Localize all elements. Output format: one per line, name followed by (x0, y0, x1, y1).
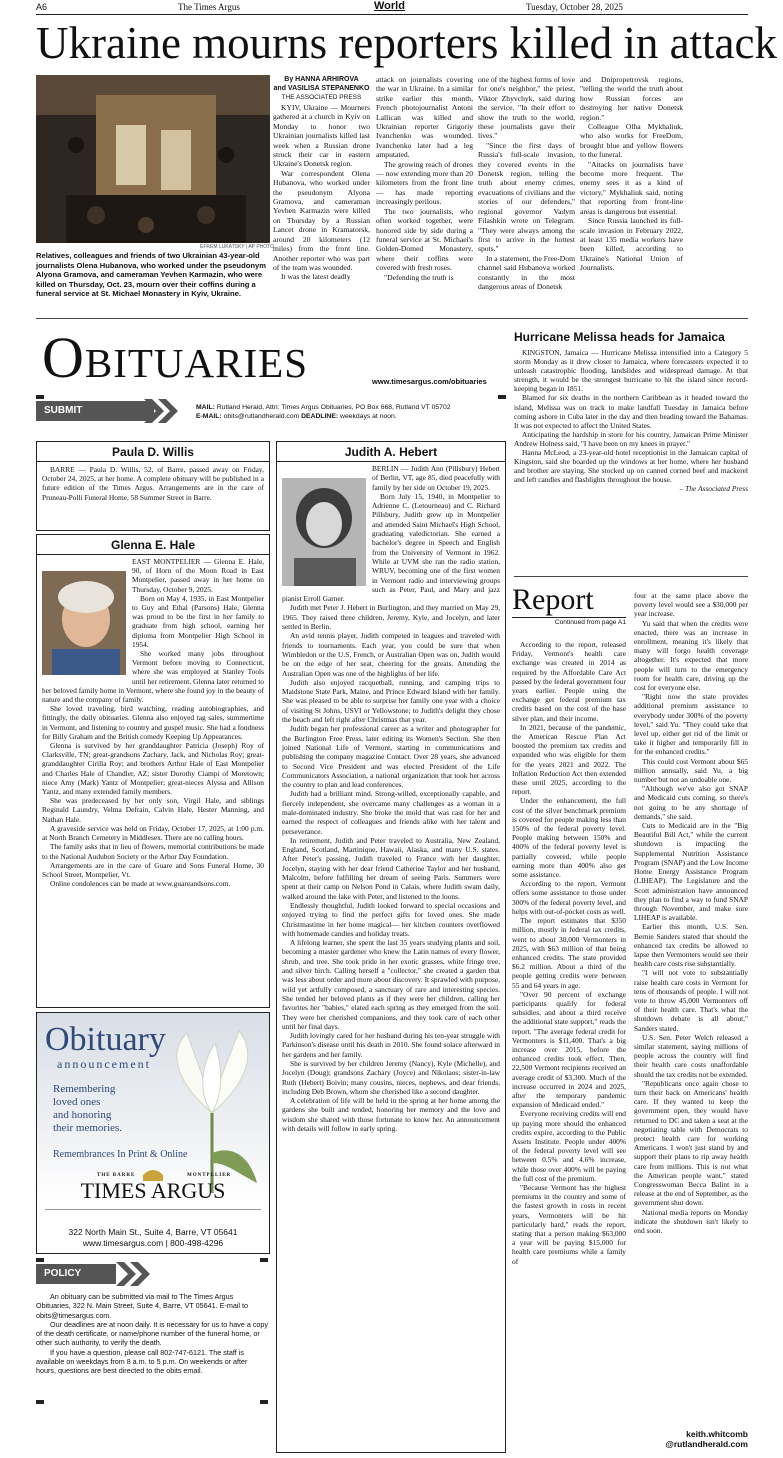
melissa-credit: – The Associated Press (679, 484, 748, 494)
obit-para: She worked many jobs throughout Vermont before moving to Connecticut, where she was employed at Stanley Tools until her retirement. Glenna later returned to her beloved family home in Vermont, where she found joy in the beauty of nature and the company of family. (42, 649, 264, 705)
section-label: World (374, 0, 405, 12)
lead-para: attack on journalists covering the war in Ukraine. In a similar strike earlier this month, French photojournalist Antoni Lallican was killed and Ukrainian reporter Grigoriy Ivanchenko was wounded. Ivanchenko later had a leg amputated. (376, 75, 473, 160)
report-col-2 (634, 591, 748, 1235)
lead-para: "Since the first days of Russia's full-scale invasion, they covered events in the Donetsk region, telling the truth about enemy crimes, evacuations of civilians and the stories of our defenders," regional governor Vadym Filashkin wrote on Telegram. "They were always among the first to arrive in the hottest spots." (478, 140, 575, 254)
corner-mark (36, 1258, 44, 1262)
report-text-1 (512, 640, 626, 1266)
obit-para: A lifelong learner, she spent the last 35 years studying plants and soil, becoming a master gardener who knew the Latin names of every flower, shrub, and tree. She took pride in her exotic grasses, white fringe tree, and silver birch. Calling herself a "collector," she created a garden that was less about order and more about discovery. It sprawled with purpose, wild yet artfully composed, a sanctuary of rare and interesting species. She tended her beloved plants as if they were her children, calling her favorites her "babies," elated each spring as they emerged from the soil. They were her cherished companions, and they took care of each other until her final days. (282, 938, 500, 1031)
melissa-text (514, 348, 748, 494)
obit-name: Judith A. Hebert (277, 445, 505, 462)
obit-para: Arrangements are in the care of Guare and Sons Funeral Home, 30 School Street, Montpelier, Vt. (42, 860, 264, 879)
byline-1: By HANNA ARHIROVA (284, 76, 359, 83)
policy-para: An obituary can be submitted via mail to The Times Argus Obituaries, 322 N. Main Street, Suite 4, Barre, VT 05641. E-mail to obits@timesargus.com. (36, 1292, 248, 1320)
contact-line-2: @rutlandherald.com (665, 1439, 748, 1449)
ad-lines (53, 1083, 122, 1135)
obit-name: Glenna E. Hale (37, 538, 269, 555)
corner-mark (260, 1400, 268, 1404)
lead-col-1 (273, 75, 370, 282)
melissa-headline: Hurricane Melissa heads for Jamaica (514, 330, 725, 344)
report-continued: Continued from page A1 (554, 619, 626, 626)
lead-col-2 (376, 75, 473, 282)
obit-text (37, 555, 269, 890)
report-para: Cuts to Medicaid are in the "Big Beautiful Bill Act," while the current shutdown is impacting the Supplemental Nutrition Assistance Program (SNAP) and the Low Income Home Energy Assistance Program (LIHEAP). The Legislature and the Scott administration have announced they plan to find a way to fund SNAP through November, and make sure LIHEAP is available. (634, 821, 748, 923)
obit-para: In retirement, Judith and Peter traveled to Australia, New Zealand, England, Scotland, Martinique, Hawaii, Alaska, and many U.S. states. After Peter's passing, Judith traveled to France with her daughter, Jocelyn, staying with her dear friend Catherine Taylor and her husband, Malcolm, before fulfilling her dream of seeing Paris. Summers were spent at their camp on Nelson Pond in Calais, where Judith swam daily, walked around the lake with Peter, and listened to the loons. (282, 835, 500, 901)
lead-para: KYIV, Ukraine — Mourners gathered at a church in Kyiv on Monday to honor two Ukrainian journalists killed last week when a Russian drone struck their car in eastern Ukraine's Donetsk region. (273, 103, 370, 169)
reporter-contact (634, 1429, 748, 1449)
melissa-para: Anticipating the hardship in store for his country, Jamaican Prime Minister Andrew Holness said, "I have been on my knees in prayer." (514, 429, 748, 448)
report-para: U.S. Sen. Peter Welch released a similar statement, saying millions of people across the country will find their health care costs unaffordable should the tax credits not be extended. (634, 1032, 748, 1079)
ad-line: their memories. (53, 1122, 123, 1134)
obit-para: The family asks that in lieu of flowers, memorial contributions be made to the National Audubon Society or the Arbor Day Foundation. (42, 842, 264, 861)
lead-para: The growing reach of drones — now extending more than 20 kilometers from the front line — has made reporting increasingly perilous. (376, 159, 473, 207)
report-story (512, 583, 748, 1453)
report-para: four at the same place above the poverty level would see a $30,000 per year increase. (634, 591, 748, 619)
policy-tab: POLICY (36, 1264, 116, 1284)
policy-para: If you have a question, please call 802-747-6121. The staff is available on weekdays from 8 a.m. to 5 p.m. On weekends or after hours, questions are best directed to the obits email. (36, 1347, 248, 1376)
policy-text (36, 1292, 268, 1376)
obit-para: Judith also enjoyed racquetball, running, and camping trips to Maidstone State Park, Maine, and Prince Edward Island with her family. She was pleased to be able to surprise her family one year with a choice of visiting St Johns, USVI or Yellowstone; to Judith's delight they chose the beach and left right after Christmas that year. (282, 677, 500, 725)
report-para: According to the report, Vermont offers some assistance to those under 300% of the federal poverty level, and helps with out-of-pocket costs as well. (512, 879, 626, 916)
report-para: "Although we've also got SNAP and Medicaid cuts coming, so there's not going to be any shortage of demands," she said. (634, 784, 748, 821)
ad-line: and honoring (53, 1109, 112, 1121)
obit-hale (36, 534, 270, 1008)
masthead-small-right: MONTPELIER (187, 1173, 232, 1178)
obit-para: BERLIN — Judith Ann (Pillsbury) Hebert of Berlin, VT, age 85, died peacefully with family by her side on October 19, 2025. (372, 464, 500, 492)
ad-line: loved ones (53, 1096, 101, 1108)
obit-para: Born on May 4, 1935, in East Montpelier to Guy and Ethal (Parsons) Hale, Glenna was proud to be the first in her family to graduate from high school, earning her diploma from Montpelier High School in 1954. (132, 593, 264, 649)
corner-mark (36, 1400, 44, 1404)
report-para: "Because Vermont has the highest premiums in the country and some of the fastest growth in costs in recent years, Vermonters will be hit particularly hard," reads the report, stating that a person making $63,000 a year will be paying $15,000 for health care premiums while a family of (512, 1182, 626, 1266)
email-label: E-MAIL: (196, 413, 222, 420)
report-para: National media reports on Monday indicate the shutdown isn't likely to end soon. (634, 1207, 748, 1236)
corner-mark (36, 395, 44, 399)
photo-caption: Relatives, colleagues and friends of two Ukrainian 43-year-old journalists Olena Hubanova, who worked under the pseudonym Alyona Gramova, and cameraman Yevhen Karmazin, who were killed on Thursday, Oct. 23, mourn over their coffins during a funeral service at St. Michael Monastery in Kyiv, Ukraine. (36, 251, 266, 298)
paper-name: The Times Argus (178, 2, 240, 12)
ad-address: 322 North Main St., Suite 4, Barre, VT 05641 (68, 1227, 238, 1237)
page-header (36, 2, 748, 14)
byline-2: and VASILISA STEPANENKO (273, 85, 370, 92)
report-para: According to the report, released Friday, Vermont's health care exchange was created in 2014 as required by the Affordable Care Act passed by the federal government four years earlier. People using the exchange get federal premium tax credits based on the cost of the base silver plan, and their income. (512, 640, 626, 723)
byline-3: THE ASSOCIATED PRESS (281, 94, 362, 101)
email-address[interactable]: obits@rutlandherald.com (223, 413, 300, 420)
policy-para: Our deadlines are at noon daily. It is necessary for us to have a copy of the death certificate, or name/phone number of the funeral home, or other such authority, to verify the death. (36, 1319, 269, 1348)
lead-para: and Dnipropetrovsk regions, "telling the world the truth about how Russian forces are destroying her native Donetsk region." (580, 75, 683, 122)
hale-portrait (42, 571, 126, 675)
lead-para: In a statement, the Free-Dom channel said Hubanova worked constantly in the most dangerous areas of Donetsk (478, 253, 575, 291)
obituaries-url[interactable]: www.timesargus.com/obituaries (372, 377, 487, 386)
obit-para: Judith began her professional career as a writer and photographer for the Burlington Free Press, later editing its Women's Section. She then joined National Life of Vermont, starting in communications and publishing the company magazine Contact. Over 28 years, she advanced to Second Vice President and was elected President of the Life Communicators Association, a national organization that took her across the country to plan and lead conferences. (282, 724, 500, 790)
lead-headline: Ukraine mourns reporters killed in attack (36, 18, 778, 68)
lead-col-3 (478, 75, 575, 291)
obit-para: An avid tennis player, Judith competed in leagues and traveled with friends to tournaments. Each year, you could be sure that when Wimbledon or the U.S, French, or Australian Open was on, Judith would be on the edge of her seat, cheering for the greats. Attending the Australian Open was one of the highlights of her life. (282, 631, 500, 678)
obit-para: Born July 15, 1940, in Montpelier to Adrienne C. (Letourneau) and C. Richard Pillsbury, Judith grew up in Montpelier and attended Saint Michael's High School, graduating valedictorian. She earned a bachelor's degree in Speech and English from the University of Vermont in 1962. While at UVM she ran the radio station, WRUV, becoming one of the first women in Vermont radio and interviewing groups such as Peter, Paul, and Mary and jazz pianist Erroll Garner. (282, 491, 500, 604)
report-para: Earlier this month, U.S. Sen. Bernie Sanders stated that should the enhanced tax credits be allowed to lapse then Vermonters would see their health care costs rise substantially. (634, 922, 748, 969)
report-para: Everyone receiving credits will end up paying more should the enhanced credits expire, according to the Public Assets Institute. People under 400% of the federal poverty level will see between 0.5% and 4.6% increase, while those over 400% will be paying the full cost of the premium. (512, 1109, 626, 1183)
submit-tab[interactable]: SUBMIT (36, 401, 154, 421)
lead-para: Since Russia launched its full-scale invasion in February 2022, at least 135 media workers have been killed, according to Ukraine's National Union of Journalists. (580, 216, 683, 273)
obit-para: A celebration of life will be held in the spring at her home among the gardens she built and tended, honoring her memory and the love and wisdom she shared with those fortunate to know her. An announcement with details will follow in early spring. (282, 1096, 500, 1134)
ad-title: Obituary (45, 1021, 166, 1058)
ad-subtitle: announcement (57, 1057, 151, 1071)
report-para: Yu said that when the credits were enacted, there was an increase in enrollment, meaning it's likely that many will forgo health coverage altogether. It's expected that more people will turn to the emergency room for health care, driving up the cost for everyone else. (634, 618, 748, 693)
policy-box (36, 1258, 268, 1408)
obit-para: Endlessly thoughtful, Judith looked forward to special occasions and enjoyed trying to find the perfect gifts for loved ones. She made Christmastime in her home magical— her kitchen counters overflowed with homemade candies and holiday treats. (282, 900, 500, 938)
corner-mark (260, 1258, 268, 1262)
report-para: The report estimates that $350 million, mostly in federal tax credits, went to about 30,000 Vermonters in 2025, with $63 million of that being enhanced credits. The state provided $6.2 million. About a third of the people getting credits were between 55 and 64 years in age. (512, 916, 626, 990)
hebert-portrait (282, 478, 366, 586)
portrait-illustration (282, 478, 366, 586)
submit-info (196, 403, 516, 421)
chevron-right-icon (116, 1262, 156, 1286)
funeral-photo-illustration (36, 75, 270, 243)
melissa-para: Hanna McLeod, a 23-year-old hotel receptionist in the Jamaican capital of Kingston, said she boarded up the windows at her home, where her husband and brother are staying. She stocked up on canned corned beef and mackerel and left candles and flashlights throughout the house. (514, 448, 748, 485)
report-para: Under the enhancement, the full cost of the silver benchmark premium is covered for people making less than 150% of the federal poverty level. People making between 150% and 400% of the federal poverty level is partially covered, while people earning more than 400% also get some assistance. (512, 796, 626, 880)
report-col-1 (512, 583, 626, 1266)
report-para: "I will not vote to substantially raise health care costs in Vermont for tens of thousands of people. I will not vote to throw 45,000 Vermonters off of their health care. That's what the shutdown debate is all about," Sanders stated. (634, 968, 748, 1033)
masthead: TIMES ARGUS (80, 1178, 226, 1203)
melissa-story (514, 330, 748, 494)
lead-para: War correspondent Olena Hubanova, who worked under the pseudonym Alyona Gramova, and cameraman Yevhen Karmazin were killed on Thursday by a Russian Lancet drone in Kramatorsk, around 20 kilometers (12 miles) from the front line. Another reporter who was part of the team was wounded. (273, 168, 370, 272)
lead-col-4 (580, 75, 683, 273)
lead-para: "Defending the truth is (384, 272, 454, 282)
lead-para: one of the highest forms of love for one's neighbor," the priest, Viktor Zhyvchyk, said during the service. "In their effort to show the truth to the world, these journalists gave their lives." (478, 75, 576, 141)
page-number: A6 (36, 2, 48, 12)
ad-rule (45, 1209, 261, 1210)
obit-para: A graveside service was held on Friday, October 17, 2025, at 1:00 p.m. at North Branch Cemetery in Middlesex. There are no calling hours. (42, 823, 264, 843)
lead-para: Colleague Olha Mykhaliuk, who also works for FreeDom, brought blue and yellow flowers to the funeral. (580, 122, 683, 160)
ad-tagline: Remembrances In Print & Online (53, 1149, 188, 1160)
obituary-ad (36, 1012, 270, 1254)
ad-contact[interactable]: www.timesargus.com | 800-498-4296 (82, 1238, 224, 1248)
funeral-photo (36, 75, 270, 243)
corner-mark (498, 395, 506, 399)
mail-address: Rutland Herald, Attn: Times Argus Obituaries, PO Box 668, Rutland VT 05702 (216, 404, 451, 411)
obit-para: She is survived by her children Jeremy (Nancy), Kyle (Michelle), and Jocelyn (Doug); grandsons Zachary (Joyce) and Nikolaos; sister-in-law Ruth (Hebert) Boivin; many cousins, nieces, nephews, and dear friends, including Deb Brown, whom she cherished like a second daughter. (282, 1059, 500, 1096)
report-para: "Over 90 percent of exchange participants qualify for federal subsidies, and about a third receive the additional state support," reads the report. "The average federal credit for Vermonters is $11,400. That's a big increase over 2015, before the enhanced credits took effect. Then, 22,500 Vermont recipients received an average credit of $3,300. Much of the increase occurred in 2024 and 2025, after the temporary pandemic expansion of Medicaid ended." (512, 989, 626, 1110)
header-rule (36, 14, 748, 15)
report-para: This could cost Vermont about $65 million annually, said Yu, a big number but not an undoable one. (634, 756, 748, 785)
report-para: In 2021, because of the pandemic, the American Rescue Plan Act boosted the premium tax credits and expanded who was eligible for them for the years 2021 and 2022. The Inflation Reduction Act then extended these until 2025, according to the report. (512, 722, 626, 797)
melissa-para: KINGSTON, Jamaica — Hurricane Melissa intensified into a Category 5 storm Monday as it drew closer to Jamaica, where forecasters expected it to unleash catastrophic flooding, landslides and widespread damage. At that strength, it would be the strongest hurricane to hit the island since record-keeping began in 1851. (514, 348, 748, 394)
mail-label: MAIL: (196, 404, 215, 411)
obit-para: Judith lovingly cared for her husband during his ten-year struggle with Parkinson's disease until his death in 2010. She found solace afterward in her gardens and her family. (282, 1031, 500, 1059)
report-title: Report (512, 583, 626, 618)
header-date: Tuesday, October 28, 2025 (526, 2, 623, 12)
masthead-small-left: THE BARRE (97, 1173, 136, 1178)
lead-para: The two journalists, who often worked together, were honored side by side during a funeral service at St. Michael's Golden-Domed Monastery, where their coffins were covered with fresh roses. (376, 206, 473, 273)
obit-para: Online condolences can be made at www.guareandsons.com. (50, 879, 231, 889)
obit-text (277, 462, 505, 1135)
deadline-label: DEADLINE: (301, 413, 339, 420)
ad-line: Remembering (53, 1083, 116, 1095)
melissa-para: Blamed for six deaths in the northern Caribbean as it headed toward the island, Melissa was on track to make landfall Tuesday in Jamaica before coming ashore in Cuba later in the day and then heading toward the Bahamas. It was not expected to affect the United States. (514, 393, 748, 430)
obit-para: She was predeceased by her only son, Virgil Hale, and siblings Reginald Laundry, Velma Defrain, Calvin Hale, Hester Manning, and Nathan Hale. (42, 796, 264, 824)
portrait-illustration (42, 571, 126, 675)
obit-para: Judith met Peter J. Hebert in Burlington, and they married on May 29, 1965. They raised three children, Jeremy, Kyle, and Jocelyn, and later settled in Berlin. (282, 603, 500, 632)
lead-para: It was the latest deadly (281, 272, 351, 282)
deadline-text: weekdays at noon. (340, 413, 397, 420)
obit-para: EAST MONTPELIER — Glenna E. Hale, 90, of Horn of the Moon Road in East Montpelier, passed away in her home on Thursday, October 9, 2025. (132, 557, 264, 594)
obit-para: Judith had a brilliant mind. Strong-willed, exceptionally capable, and fiercely independent, she overcame many challenges as a woman in a male-dominated industry. She broke the mold that was cast for her and earned the respect of colleagues and friends alike with her talent and perseverance. (282, 789, 500, 836)
report-para: "Right now the state provides additional premium assistance to everybody under 300% of the poverty level," said Yu. "They could take that level up, either get rid of the limit or take it higher and temporarily fill in for the enhanced credits." (634, 692, 748, 757)
obit-hebert (276, 441, 506, 1453)
obit-text: BARRE — Paula D. Willis, 52, of Barre, passed away on Friday, October 24, 2025, at her home. A complete obituary will be published in a future edition of the Times Argus. Arrangements are in the care of Pruneau-Polli Funeral Home, 58 Summer Street in Barre. (42, 465, 264, 502)
obit-para: Glenna is survived by her granddaughter Patricia (Joseph) Roy of Clarksville, TN; great-grandsons Zachary, Jack, and Nicholas Roy; great-granddaughter Cirilla Roy; and brothers Arthur Hale of East Montpelier and Charles Hale of Chandler, AZ; sister Dorothy Ciampi of Moretown; niece Amy (Mark) Yantz of Montpelier; great-nieces Alyssa and Allison Yantz, and many extended family members. (42, 741, 264, 797)
chevron-right-icon (144, 399, 192, 423)
obituaries-title: Obituaries (42, 325, 308, 390)
obit-name: Paula D. Willis (37, 445, 269, 462)
lily-icon (157, 1023, 267, 1193)
report-para: "Republicans once again chose to turn their back on Americans' health care. If they wanted to keep the government open, they would have returned to DC and taken a seat at the negotiating table with Democrats to protect health care for working Americans. I won't just stand by and support their plans to rip away health care from millions. This is not what the American people want," stated Congresswoman Becca Balint in a release at the end of September, as the government shut down. (634, 1078, 748, 1208)
section-divider (514, 576, 748, 577)
obit-willis (36, 441, 270, 531)
contact-line-1: keith.whitcomb (686, 1429, 748, 1439)
lead-para: "Attacks on journalists have become more frequent. The enemy sees it as a kind of victory," Mykhaliuk said, noting that reporting from front-line areas is dangerous but essential. (580, 159, 683, 216)
obit-para: She loved traveling, bird watching, reading autobiographies, and fittingly, the daily obituaries. Glenna also enjoyed tag sales, summertime in Vermont, and listening to country and gospel music. She had a fondness for Billy Graham and the British comedy Keeping Up Appearances. (42, 704, 264, 741)
photo-credit: EFREM LUKATSKY | AP PHOTO (200, 244, 275, 250)
section-divider (36, 318, 748, 319)
